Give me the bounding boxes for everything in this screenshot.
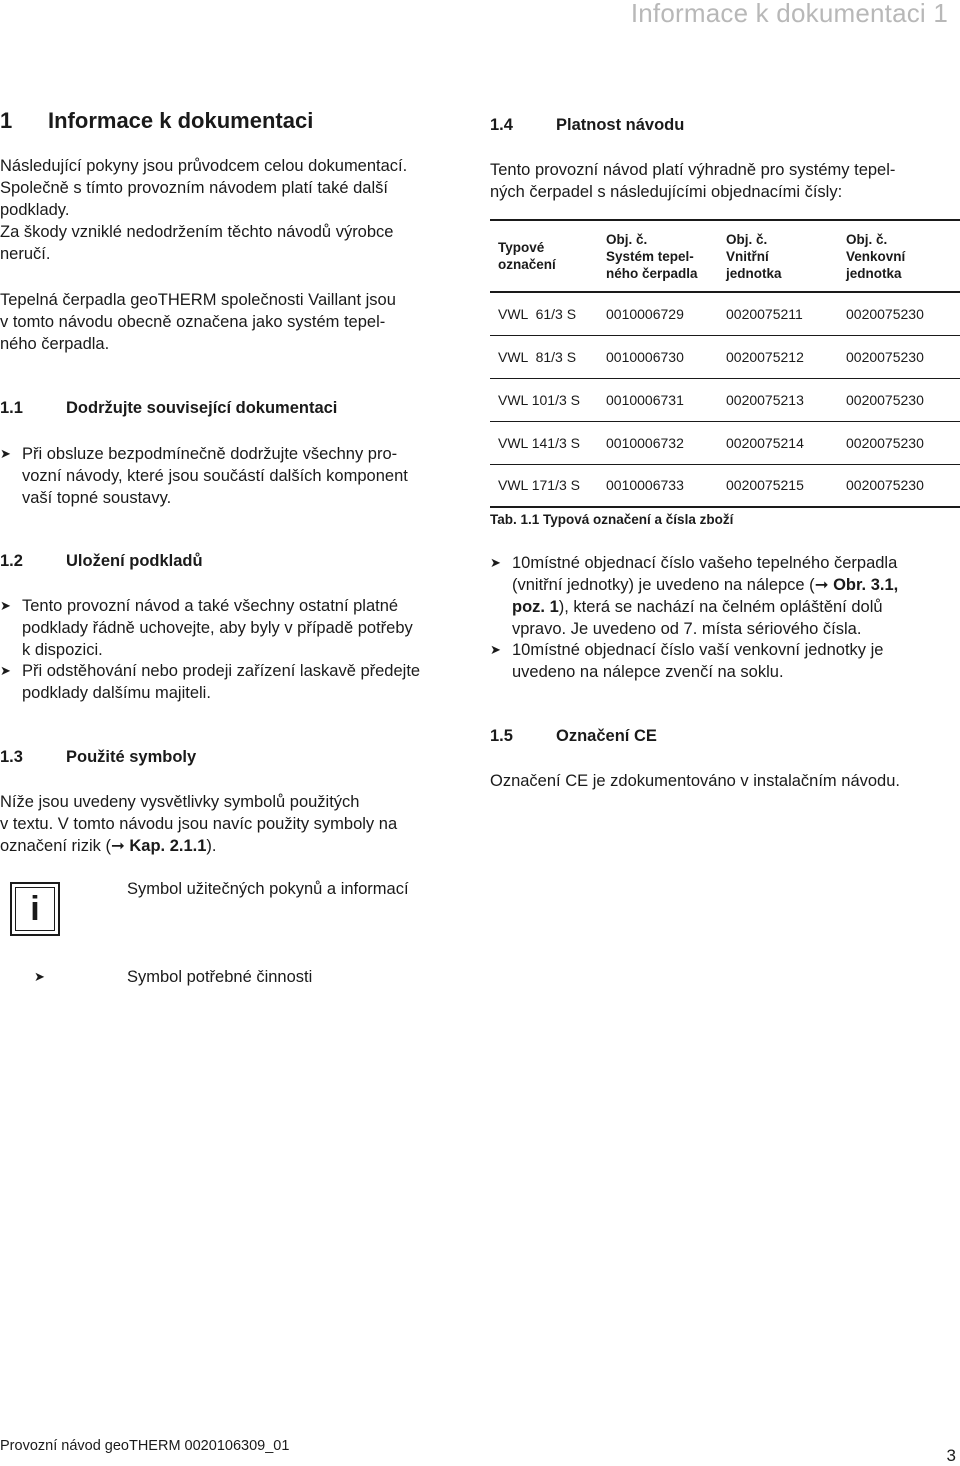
chapter-reference: Kap. 2.1.1 [124, 837, 207, 855]
table-cell: VWL 141/3 S [498, 434, 580, 451]
action-arrow-icon: ➤ [0, 446, 11, 461]
table-cell: 0020075230 [846, 477, 924, 494]
list-item [490, 639, 960, 683]
column-header: Obj. č. Vnitřní jednotka [726, 231, 782, 281]
text-line: vpravo. Je uvedeno od 7. místa sériového čísla. [512, 620, 862, 638]
table-cell: 0020075230 [846, 348, 924, 365]
info-glyph: i [15, 887, 55, 931]
position-reference: poz. 1 [512, 598, 559, 616]
text-line: podklady řádně uchovejte, aby byly v případě potřeby [22, 619, 413, 637]
table-cell: 0020075215 [726, 477, 804, 494]
table-cell: 0010006731 [606, 391, 684, 408]
running-header: Informace k dokumentaci 1 [630, 0, 948, 28]
table-row [490, 421, 960, 464]
text-line: Následující pokyny jsou průvodcem celou dokumentací. [0, 157, 408, 175]
text-line: Při obsluze bezpodmínečně dodržujte všechny pro- [22, 445, 398, 463]
action-symbol-description: Symbol potřebné činnosti [127, 968, 313, 986]
text-line: 10místné objednací číslo vaší venkovní jednotky je [512, 641, 884, 659]
text-line: 10místné objednací číslo vašeho tepelného čerpadla [512, 554, 898, 572]
text-line: Při odstěhování nebo prodeji zařízení laskavě předejte [22, 662, 421, 680]
table-cell: VWL 171/3 S [498, 477, 580, 494]
table-cell: 0010006733 [606, 477, 684, 494]
figure-reference: Obr. 3.1, [828, 576, 899, 594]
text-line: v tomto návodu obecně označena jako systém tepel- [0, 313, 386, 331]
table-cell: 0020075212 [726, 348, 804, 365]
section-1-2-heading [0, 552, 203, 571]
table-cell: 0010006732 [606, 434, 684, 451]
text-line: neručí. [0, 245, 51, 263]
section-title: Informace k dokumentaci [48, 108, 314, 133]
action-arrow-icon: ➤ [0, 598, 11, 613]
text-line: podklady. [0, 201, 70, 219]
table-cell: 0020075230 [846, 434, 924, 451]
validity-paragraph [490, 159, 960, 203]
ce-paragraph: Označení CE je zdokumentováno v instalačním návodu. [490, 772, 900, 790]
table-cell: VWL 101/3 S [498, 391, 580, 408]
text-line: poz. 1), která se nachází na čelném opláštění dolů [512, 598, 883, 616]
text-line: Tento provozní návod platí výhradně pro systémy tepel- [490, 161, 896, 179]
table-cell: VWL 81/3 S [498, 348, 577, 365]
table-cell: 0020075214 [726, 434, 804, 451]
action-arrow-icon: ➤ [490, 642, 501, 657]
list-item [0, 595, 487, 661]
text-line: (vnitřní jednotky) je uvedeno na nálepce (➞ Obr. 3.1, [512, 576, 899, 594]
section-number: 1.5 [490, 727, 513, 745]
text-line: ných čerpadel s následujícími objednacími čísly: [490, 183, 843, 201]
text-fragment: ). [206, 837, 217, 855]
action-arrow-icon: ➤ [0, 663, 11, 678]
table-cell: 0020075230 [846, 391, 924, 408]
text-line: Tento provozní návod a také všechny ostatní platné [22, 597, 399, 615]
section-1-3-heading [0, 748, 196, 767]
list-item [490, 552, 960, 640]
reference-arrow-icon: ➞ [110, 837, 125, 855]
action-arrow-icon: ➤ [490, 555, 501, 570]
text-line: v textu. V tomto návodu jsou navíc použity symboly na [0, 815, 398, 833]
text-line: k dispozici. [22, 641, 103, 659]
text-line: Za škody vzniklé nedodržením těchto návodů výrobce [0, 223, 394, 241]
section-number: 1.2 [0, 552, 23, 570]
section-number: 1.1 [0, 399, 23, 417]
section-number: 1 [0, 108, 13, 133]
list-item [0, 443, 472, 509]
section-1-heading [0, 108, 313, 134]
reference-arrow-icon: ➞ [814, 576, 829, 594]
heatpump-paragraph [0, 289, 470, 355]
intro-paragraph [0, 155, 470, 265]
info-icon [10, 882, 60, 936]
text-line: uvedeno na nálepce zvenčí na soklu. [512, 663, 784, 681]
section-title: Platnost návodu [556, 116, 685, 134]
table-cell: 0020075211 [726, 305, 803, 322]
column-header: Obj. č. Systém tepel- ného čerpadla [606, 231, 698, 281]
section-1-4-heading [490, 116, 684, 135]
table-row [490, 378, 960, 421]
action-arrow-icon: ➤ [34, 969, 45, 984]
section-1-5-heading [490, 727, 657, 746]
symbols-paragraph [0, 791, 470, 857]
table-cell: 0020075213 [726, 391, 804, 408]
table-header-row [490, 220, 960, 292]
table-caption: Tab. 1.1 Typová označení a čísla zboží [490, 512, 734, 527]
section-number: 1.4 [490, 116, 513, 134]
section-1-1-heading [0, 399, 337, 418]
text-line [0, 835, 470, 857]
text-line: podklady dalšímu majiteli. [22, 684, 211, 702]
table-cell: 0020075230 [846, 305, 924, 322]
order-number-table [490, 219, 960, 508]
section-title: Použité symboly [66, 748, 197, 766]
footer-document-id: Provozní návod geoTHERM 0020106309_01 [0, 1438, 290, 1454]
text-fragment: označení rizik ( [0, 837, 111, 855]
table-row [490, 335, 960, 378]
text-line: vaší topné soustavy. [22, 489, 172, 507]
text-line: Níže jsou uvedeny vysvětlivky symbolů použitých [0, 793, 360, 811]
section-title: Dodržujte související dokumentaci [66, 399, 338, 417]
text-line: ného čerpadla. [0, 335, 110, 353]
info-symbol-description: Symbol užitečných pokynů a informací [127, 880, 409, 898]
table-cell: 0010006730 [606, 348, 684, 365]
table-row [490, 292, 960, 335]
table-row [490, 464, 960, 507]
list-item [0, 660, 492, 704]
column-header: Obj. č. Venkovní jednotka [846, 231, 906, 281]
text-line: Společně s tímto provozním návodem platí také další [0, 179, 388, 197]
table-cell: 0010006729 [606, 305, 684, 322]
text-line: Tepelná čerpadla geoTHERM společnosti Vaillant jsou [0, 291, 396, 309]
section-title: Označení CE [556, 727, 657, 745]
column-header: Typové označení [498, 240, 556, 272]
section-title: Uložení podkladů [66, 552, 203, 570]
page-number: 3 [946, 1446, 956, 1465]
table-cell: VWL 61/3 S [498, 305, 577, 322]
section-number: 1.3 [0, 748, 23, 766]
text-line: vozní návody, které jsou součástí dalších komponent [22, 467, 408, 485]
